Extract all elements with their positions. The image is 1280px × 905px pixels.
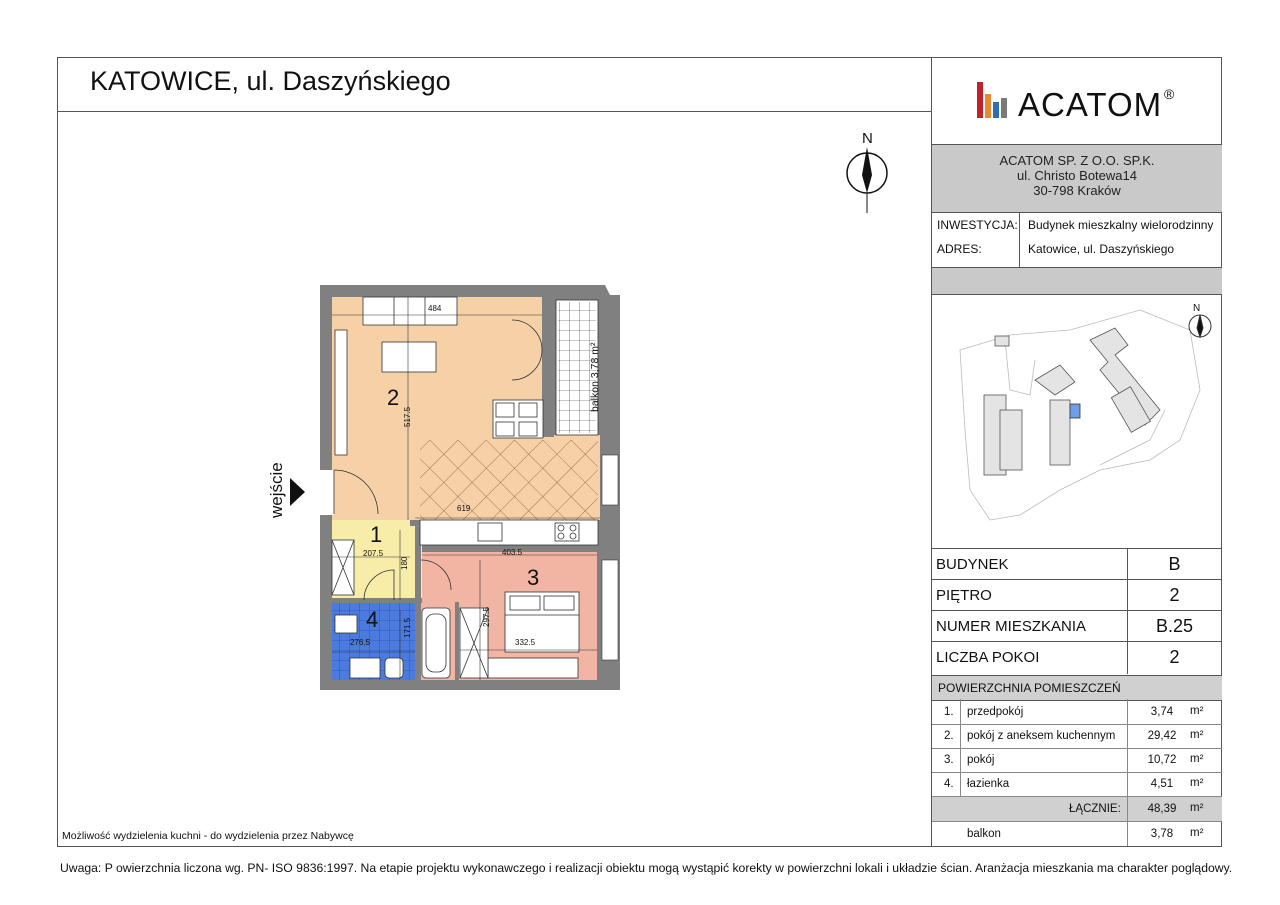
dim-619: 619 (457, 504, 471, 513)
grey-strip (932, 267, 1222, 295)
page-title: KATOWICE, ul. Daszyńskiego (90, 66, 451, 96)
site-small-building (995, 336, 1009, 346)
areas-divider-1 (960, 699, 961, 796)
investment-divider (1019, 212, 1020, 267)
investment-label: INWESTYCJA: (937, 218, 1018, 232)
company-street: ul. Christo Botewa14 (1017, 168, 1137, 183)
area-row-2: 2. pokój z aneksem kuchennym 29,42 m² (932, 724, 1222, 749)
room-number-2: 2 (387, 385, 400, 410)
logo-registered: ® (1164, 86, 1175, 102)
areas-header: POWIERZCHNIA POMIESZCZEŃ (932, 675, 1222, 701)
area-row-3: 3. pokój 10,72 m² (932, 748, 1222, 773)
dim-171-5: 171.5 (403, 617, 412, 638)
site-map-north-label: N (1193, 303, 1201, 314)
area-row-total: ŁĄCZNIE: 48,39 m² (932, 797, 1222, 822)
kitchen-counter (420, 520, 598, 545)
sofa (363, 297, 457, 325)
room-number-3: 3 (527, 565, 540, 590)
site-building-west2 (1000, 410, 1022, 470)
address-value: Katowice, ul. Daszyńskiego (1028, 242, 1175, 256)
title-divider (57, 111, 931, 112)
dim-180: 180 (400, 556, 409, 570)
area-row-balcony: balkon 3,78 m² (967, 827, 1204, 840)
entrance-label: wejście (267, 462, 286, 518)
area-row-1: 1. przedpokój 3,74 m² (932, 700, 1222, 725)
hall-wardrobe (332, 540, 354, 595)
company-box (932, 144, 1222, 213)
logo-name: ACATOM (1018, 86, 1163, 123)
balcony-label: balkon 3,78 m² (589, 342, 601, 412)
disclaimer: Uwaga: P owierzchnia liczona wg. PN- ISO 9836:1997. Na etapie projektu wykonawczego i realizacji obiektu mogą wystąpić korekty w powierzchni lokali i układzie ścian. Aranżacja mieszkania ma charakter poglądowy. (60, 861, 1233, 875)
coffee-table (382, 342, 436, 372)
info-divider (1127, 548, 1128, 674)
dim-207-5: 207.5 (363, 549, 384, 558)
site-apartment-highlight (1070, 404, 1080, 418)
bedroom-wardrobe (488, 658, 578, 678)
dining-set (493, 400, 543, 438)
dim-403-5: 403.5 (502, 548, 523, 557)
company-name: ACATOM SP. Z O.O. SP.K. (999, 153, 1155, 168)
compass-icon (842, 145, 892, 215)
dim-276-5: 276.5 (350, 638, 371, 647)
floor-plan (260, 270, 640, 700)
entrance-arrow-icon (290, 478, 305, 506)
dim-484: 484 (428, 304, 442, 313)
area-row-4: 4. łazienka 4,51 m² (932, 772, 1222, 797)
dim-332-5: 332.5 (515, 638, 536, 647)
areas-divider-2 (1127, 699, 1128, 846)
dim-517-5: 517.5 (403, 406, 412, 427)
info-row-number: NUMER MIESZKANIA B.25 (932, 610, 1222, 642)
info-row-building: BUDYNEK B (932, 548, 1222, 580)
site-map (950, 300, 1220, 540)
info-row-rooms: LICZBA POKOI 2 (932, 641, 1222, 673)
investment-value: Budynek mieszkalny wielorodzinny (1028, 218, 1214, 232)
dim-297-5: 297.5 (482, 606, 491, 627)
compass-north-label: N (862, 130, 873, 147)
acatom-logo-icon (975, 80, 1015, 120)
room-number-4: 4 (366, 607, 379, 632)
info-row-floor: PIĘTRO 2 (932, 579, 1222, 611)
address-label: ADRES: (937, 242, 982, 256)
room-number-1: 1 (370, 522, 383, 547)
kitchen-hatch (420, 440, 598, 520)
kitchen-footnote: Możliwość wydzielenia kuchni - do wydzielenia przez Nabywcę (62, 830, 354, 842)
tv-cabinet (335, 330, 347, 455)
site-building-b (1050, 400, 1070, 465)
site-building-north (1035, 365, 1075, 395)
company-city: 30-798 Kraków (1033, 183, 1121, 198)
